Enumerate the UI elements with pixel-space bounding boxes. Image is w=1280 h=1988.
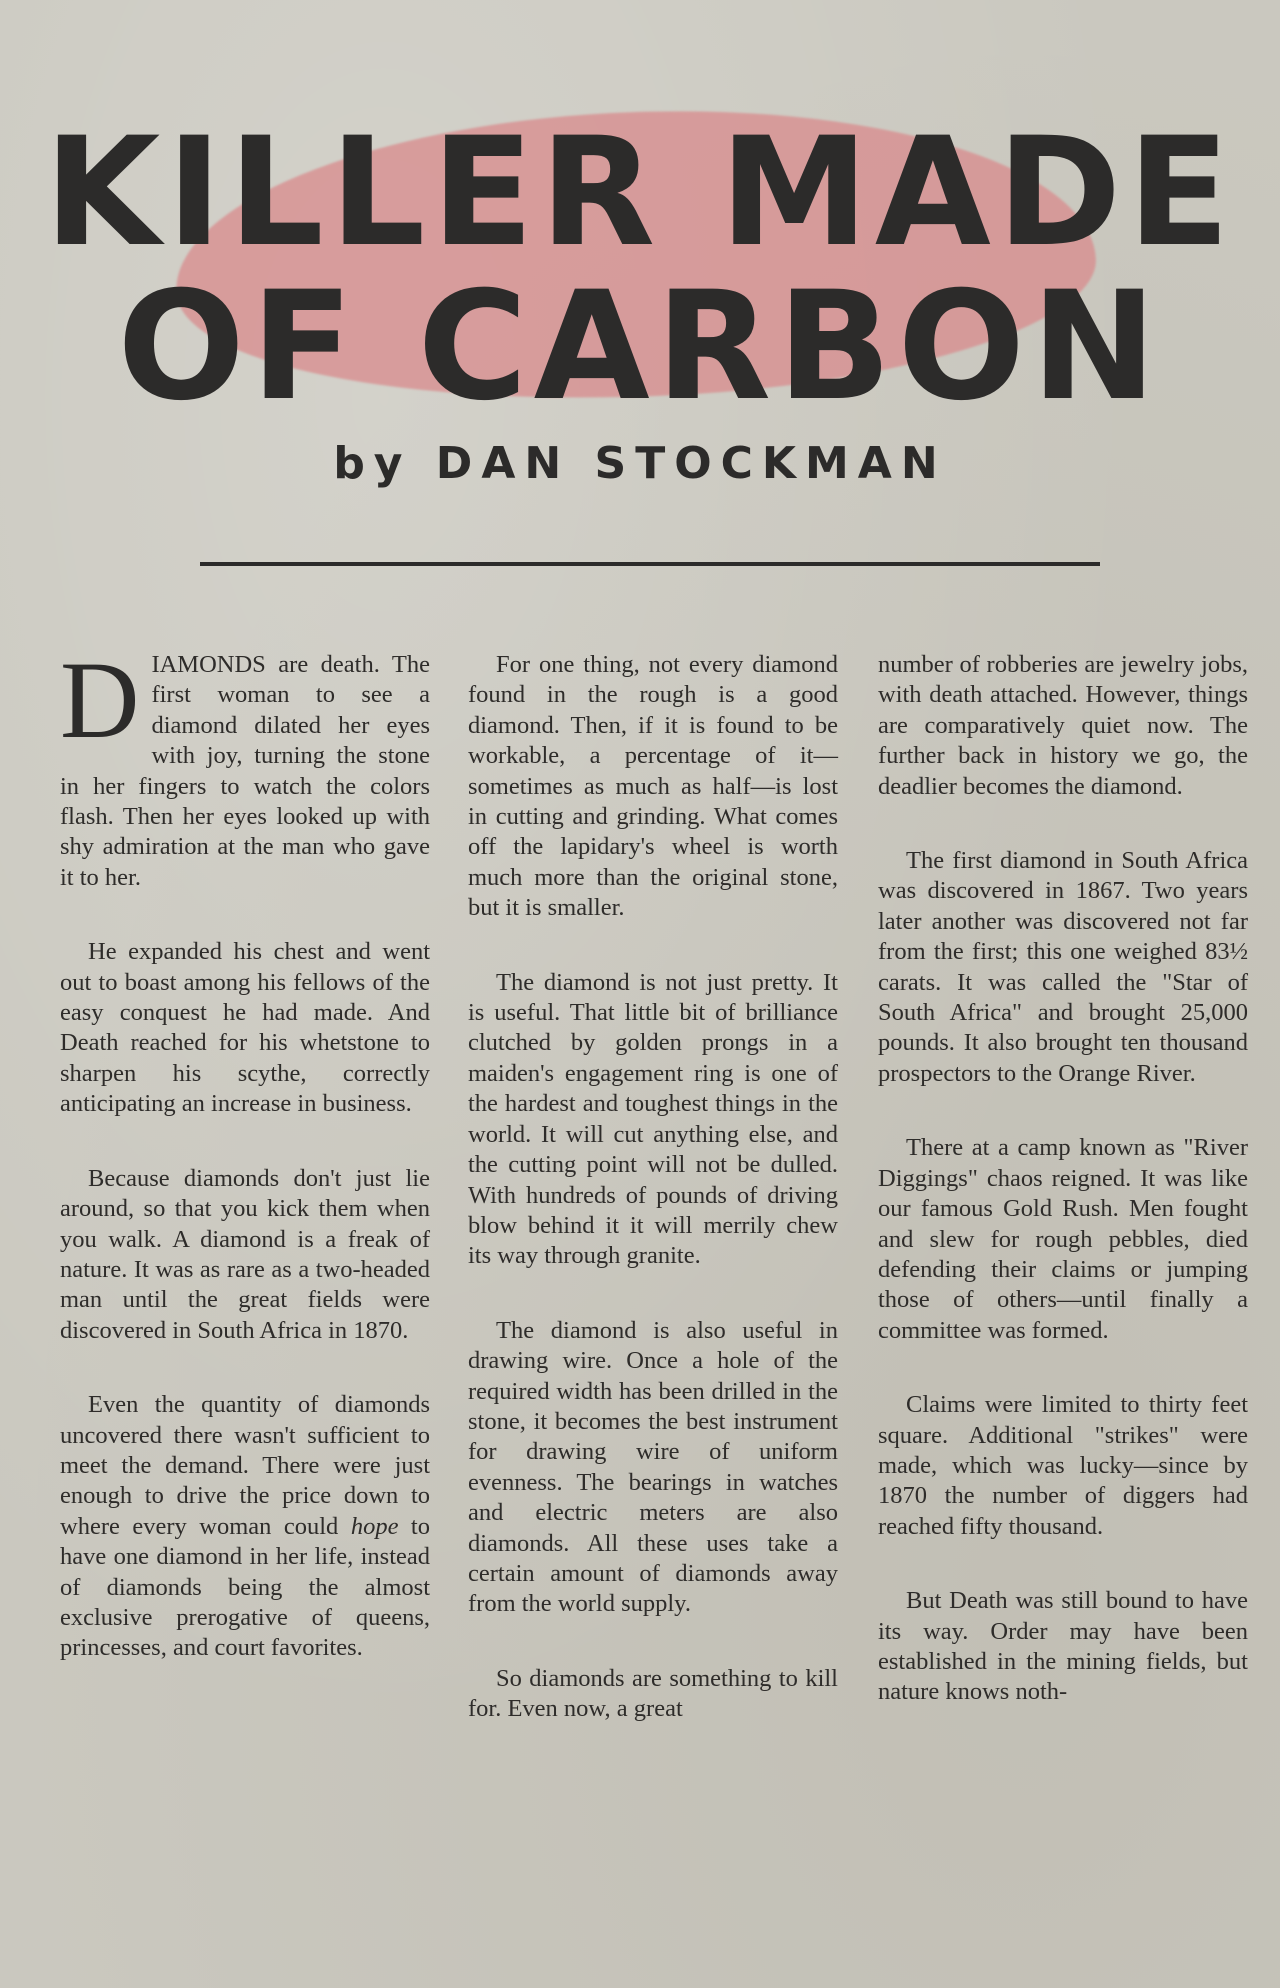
paragraph — [60, 639, 430, 893]
paragraph — [60, 1390, 430, 1664]
title-line-1: KILLER MADE — [44, 106, 1236, 280]
paragraph: But Death was still bound to have its way. Order may have been established in the mining fields, but nature knows noth- — [878, 1587, 1248, 1706]
paragraph: number of robberies are jewelry jobs, with death attached. However, things are comparatively quiet now. The further back in history we go, the deadlier becomes the diamond. — [878, 651, 1248, 800]
paragraph-text: IAMONDS are death. The first woman to see a diamond dilated her eyes with joy, turning the stone in her fingers to watch the colors flash. Then her eyes looked up with shy admiration at the man who gave it to her. — [60, 651, 430, 891]
paragraph: He expanded his chest and went out to boast among his fellows of the easy conquest he had made. And Death reached for his whetstone to sharpen his scythe, correctly anticipating an increase in business. — [60, 938, 430, 1118]
paragraph: The diamond is not just pretty. It is useful. That little bit of brilliance clutched by golden prongs in a maiden's engagement ring is one of the hardest and toughest things in the world. It will cut anything else, and the cutting point will not be dulled. With hundreds of pounds of driving blow behind it it will merrily chew its way through granite. — [468, 968, 838, 1270]
paragraph: The first diamond in South Africa was discovered in 1867. Two years later another was discovered not far from the first; this one weighed 83½ carats. It was called the "Star of South Africa" and brought 25,000 pounds. It also brought ten thousand prospectors to the Orange River. — [878, 847, 1248, 1087]
paragraph: Because diamonds don't just lie around, so that you kick them when you walk. A diamond is a freak of nature. It was as rare as a two-headed man until the great fields were discovered in South Africa in 1870. — [60, 1164, 430, 1344]
column-1 — [60, 639, 430, 1708]
drop-cap: D — [60, 639, 140, 761]
column-2 — [468, 650, 838, 1769]
paragraph: For one thing, not every diamond found in the rough is a good diamond. Then, if it is found to be workable, a percentage of it—sometimes as much as half—is lost in cutting and grinding. What comes off the lapidary's wheel is worth much more than the original stone, but it is smaller. — [468, 651, 838, 922]
paragraph-text: to have one diamond in her life, instead of diamonds being the almost exclusive prerogative of queens, princesses, and court favorites. — [60, 1512, 430, 1662]
column-3 — [878, 650, 1248, 1752]
title-line-2: OF CARBON — [117, 260, 1163, 434]
title-rule — [200, 562, 1100, 566]
paragraph: There at a camp known as "River Diggings" chaos reigned. It was like our famous Gold Rush. Men fought and slew for rough pebbles, died defending their claims or jumping those of others—until finally a committee was formed. — [878, 1134, 1248, 1344]
paragraph: So diamonds are something to kill for. Even now, a great — [468, 1664, 838, 1723]
byline: by DAN STOCKMAN — [333, 438, 947, 489]
paragraph: The diamond is also useful in drawing wire. Once a hole of the required width has been drilled in the stone, it becomes the best instrument for drawing wire of uniform evenness. The bearings in watches and electric meters are also diamonds. All these uses take a certain amount of diamonds away from the world supply. — [468, 1316, 838, 1618]
paragraph: Claims were limited to thirty feet square. Additional "strikes" were made, which was lucky—since by 1870 the number of diggers had reached fifty thousand. — [878, 1391, 1248, 1540]
emphasis-text: hope — [350, 1512, 399, 1540]
paragraph-text: Even the quantity of diamonds uncovered there wasn't sufficient to meet the demand. There were just enough to drive the price down to where every woman could — [60, 1391, 430, 1540]
